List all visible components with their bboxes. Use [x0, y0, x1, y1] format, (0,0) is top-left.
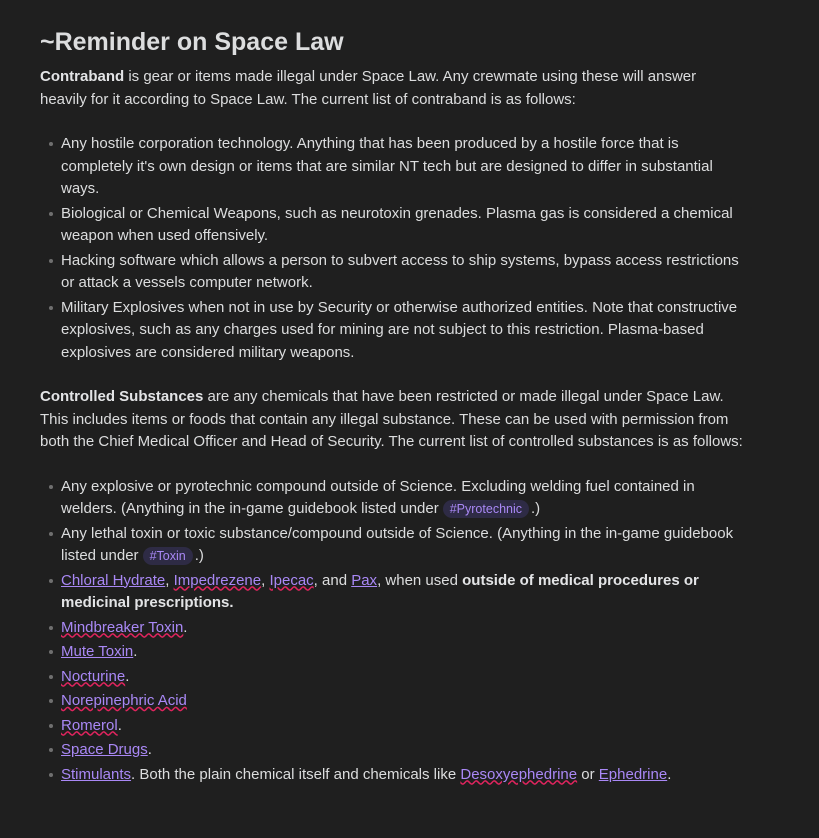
list-item: Military Explosives when not in use by Security or otherwise authorized entities. Note that constructive explosives, such as any charges used for mining are not subject to this restriction. Plasma-based explosives are considered military weapons.	[61, 297, 745, 365]
list-item	[61, 715, 745, 738]
item-end: .	[147, 741, 152, 758]
contraband-term: Contraband	[40, 68, 125, 85]
note-page	[40, 24, 745, 788]
controlled-paragraph	[40, 386, 745, 454]
ipecac-link[interactable]: Ipecac	[269, 571, 314, 589]
desoxyephedrine-link[interactable]: Desoxyephedrine	[460, 765, 578, 783]
list-item	[61, 570, 745, 615]
separator: ,	[165, 571, 174, 589]
item-text: or	[577, 765, 599, 783]
list-item: Biological or Chemical Weapons, such as neurotoxin grenades. Plasma gas is considered a chemical weapon when used offensively.	[61, 203, 745, 248]
list-item	[61, 739, 745, 762]
toxin-tag[interactable]: #Toxin	[143, 547, 193, 565]
list-item: Any hostile corporation technology. Anything that has been produced by a hostile force that is completely it's own design or items that are similar NT tech but are designed to differ in substantial ways.	[61, 133, 745, 201]
contraband-paragraph	[40, 66, 745, 111]
list-item	[61, 617, 745, 640]
list-item	[61, 764, 745, 787]
list-item	[61, 641, 745, 664]
controlled-term: Controlled Substances	[40, 388, 204, 405]
page-title: ~Reminder on Space Law	[40, 28, 344, 56]
item-end: .)	[194, 547, 204, 564]
ephedrine-link[interactable]: Ephedrine	[598, 765, 668, 783]
mindbreaker-toxin-link[interactable]: Mindbreaker Toxin	[61, 618, 184, 636]
impedrezene-link[interactable]: Impedrezene	[173, 571, 262, 589]
item-text: , when used	[377, 571, 463, 589]
chloral-hydrate-link[interactable]: Chloral Hydrate	[61, 571, 166, 589]
stimulants-link[interactable]: Stimulants	[61, 765, 132, 783]
item-end: .	[667, 765, 672, 783]
mute-toxin-link[interactable]: Mute Toxin	[61, 643, 134, 660]
item-end: .	[183, 618, 188, 636]
nocturine-link[interactable]: Nocturine	[61, 667, 126, 685]
item-text: . Both the plain chemical itself and chemicals like	[131, 765, 461, 783]
pyrotechnic-tag[interactable]: #Pyrotechnic	[443, 500, 529, 518]
romerol-link[interactable]: Romerol	[61, 716, 118, 734]
separator: ,	[261, 571, 270, 589]
controlled-intro: are any chemicals that have been restricted or made illegal under Space Law. This includes items or foods that contain any illegal substance. These can be used with permission from both the Chief Medical Officer and Head of Security. The current list of controlled substances is as follows:	[40, 388, 743, 450]
list-item	[61, 690, 745, 713]
item-bold-text: outside of medical procedures or medicinal prescriptions.	[61, 571, 699, 611]
separator: , and	[313, 571, 352, 589]
pax-link[interactable]: Pax	[351, 571, 378, 589]
list-item	[61, 523, 745, 568]
norepinephric-acid-link[interactable]: Norepinephric Acid	[61, 692, 187, 709]
item-end: .	[125, 667, 130, 685]
controlled-list	[40, 476, 745, 787]
item-end: .)	[531, 500, 541, 517]
contraband-intro: is gear or items made illegal under Space Law. Any crewmate using these will answer heavily for it according to Space Law. The current list of contraband is as follows:	[40, 68, 697, 108]
item-text: Any explosive or pyrotechnic compound outside of Science. Excluding welding fuel contained in welders. (Anything in the in-game guidebook listed under	[61, 477, 695, 517]
list-item: Hacking software which allows a person to subvert access to ship systems, bypass access restrictions or attack a vessels computer network.	[61, 250, 745, 295]
contraband-list	[40, 133, 745, 364]
item-end: .	[117, 716, 122, 734]
item-text: Any lethal toxin or toxic substance/compound outside of Science. (Anything in the in-game guidebook listed under	[61, 524, 734, 564]
space-drugs-link[interactable]: Space Drugs	[61, 741, 148, 758]
list-item	[61, 476, 745, 521]
list-item	[61, 666, 745, 689]
item-end: .	[133, 643, 138, 660]
